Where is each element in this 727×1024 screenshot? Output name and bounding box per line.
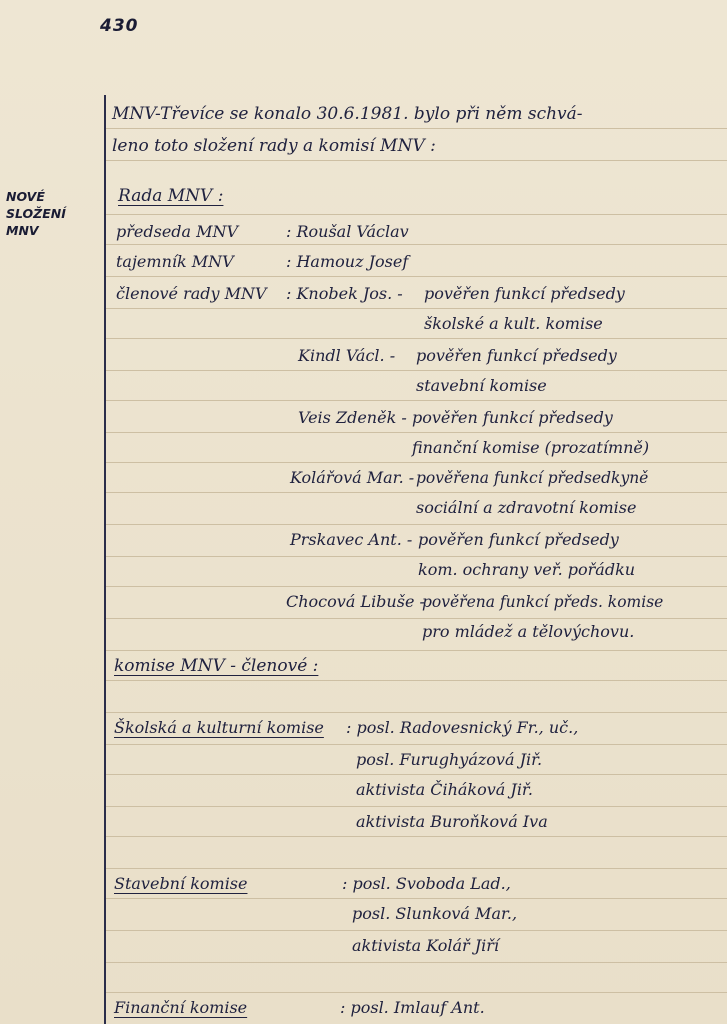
intro-line: leno toto složení rady a komisí MNV : bbox=[112, 136, 436, 156]
ruled-line bbox=[104, 214, 727, 215]
ruled-line bbox=[104, 586, 727, 587]
member-role-cont: finanční komise (prozatímně) bbox=[412, 438, 650, 457]
ruled-line bbox=[104, 128, 727, 129]
stavebni-label: Stavební komise bbox=[114, 874, 248, 893]
ruled-line bbox=[104, 308, 727, 309]
member-role: pověřena funkcí předs. komise bbox=[422, 593, 664, 611]
ruled-line bbox=[104, 930, 727, 931]
predseda-name: : Roušal Václav bbox=[286, 222, 409, 241]
member-role: pověřen funkcí předsedy bbox=[418, 530, 619, 549]
ruled-line bbox=[104, 338, 727, 339]
intro-line: MNV-Třevíce se konalo 30.6.1981. bylo při něm schvá- bbox=[112, 104, 583, 124]
predseda-label: předseda MNV bbox=[116, 222, 239, 241]
rada-heading: Rada MNV : bbox=[118, 186, 224, 206]
ruled-line bbox=[104, 806, 727, 807]
ruled-line bbox=[104, 744, 727, 745]
ruled-line bbox=[104, 992, 727, 993]
ruled-line bbox=[104, 556, 727, 557]
margin-note-line: NOVÉ bbox=[6, 189, 45, 204]
clenove-label: členové rady MNV bbox=[116, 284, 267, 303]
stavebni-member: aktivista Kolář Jiří bbox=[352, 936, 500, 955]
margin-line bbox=[104, 95, 106, 1024]
ruled-line bbox=[104, 276, 727, 277]
member-role-cont: pro mládež a tělovýchovu. bbox=[422, 622, 635, 641]
ruled-line bbox=[104, 160, 727, 161]
member-role: pověřen funkcí předsedy bbox=[424, 284, 625, 303]
financni-member: : posl. Imlauf Ant. bbox=[340, 998, 485, 1017]
member-name: Kolářová Mar. - bbox=[290, 468, 415, 487]
ruled-line bbox=[104, 868, 727, 869]
komise-heading: komise MNV - členové : bbox=[114, 656, 319, 676]
ruled-line bbox=[104, 618, 727, 619]
skolska-label: Školská a kulturní komise bbox=[114, 718, 324, 737]
skolska-member: posl. Furughyázová Jiř. bbox=[356, 750, 543, 769]
ruled-line bbox=[104, 462, 727, 463]
member-name: Chocová Libuše - bbox=[286, 592, 425, 611]
member-role: pověřen funkcí předsedy bbox=[416, 346, 617, 365]
ruled-line bbox=[104, 650, 727, 651]
ruled-line bbox=[104, 524, 727, 525]
member-role-cont: sociální a zdravotní komise bbox=[416, 498, 637, 517]
member-role: pověřen funkcí předsedy bbox=[412, 408, 613, 427]
member-role-cont: kom. ochrany veř. pořádku bbox=[418, 560, 636, 579]
ruled-line bbox=[104, 774, 727, 775]
skolska-member: : posl. Radovesnický Fr., uč., bbox=[346, 718, 579, 737]
margin-note-line: MNV bbox=[6, 223, 39, 238]
member-role: pověřena funkcí předsedkyně bbox=[416, 469, 649, 487]
member-name: Veis Zdeněk - bbox=[298, 408, 407, 427]
ruled-line bbox=[104, 492, 727, 493]
member-name: Prskavec Ant. - bbox=[290, 530, 413, 549]
skolska-member: aktivista Buroňková Iva bbox=[356, 812, 548, 831]
ruled-line bbox=[104, 400, 727, 401]
ruled-line bbox=[104, 962, 727, 963]
page-number: 430 bbox=[100, 16, 139, 36]
tajemnik-label: tajemník MNV bbox=[116, 252, 234, 271]
margin-note-line: SLOŽENÍ bbox=[6, 206, 66, 221]
ruled-line bbox=[104, 898, 727, 899]
margin-note bbox=[6, 188, 98, 239]
tajemnik-name: : Hamouz Josef bbox=[286, 252, 409, 271]
ruled-line bbox=[104, 712, 727, 713]
member-name: : Knobek Jos. - bbox=[286, 284, 403, 303]
member-role-cont: školské a kult. komise bbox=[424, 314, 603, 333]
member-role-cont: stavební komise bbox=[416, 376, 547, 395]
ruled-line bbox=[104, 370, 727, 371]
skolska-member: aktivista Čiháková Jiř. bbox=[356, 780, 533, 799]
ruled-line bbox=[104, 836, 727, 837]
financni-label: Finanční komise bbox=[114, 998, 248, 1017]
stavebni-member: : posl. Svoboda Lad., bbox=[342, 874, 511, 893]
ruled-line bbox=[104, 432, 727, 433]
ruled-line bbox=[104, 244, 727, 245]
member-name: Kindl Václ. - bbox=[298, 346, 396, 365]
stavebni-member: posl. Slunková Mar., bbox=[352, 904, 518, 923]
ruled-line bbox=[104, 680, 727, 681]
